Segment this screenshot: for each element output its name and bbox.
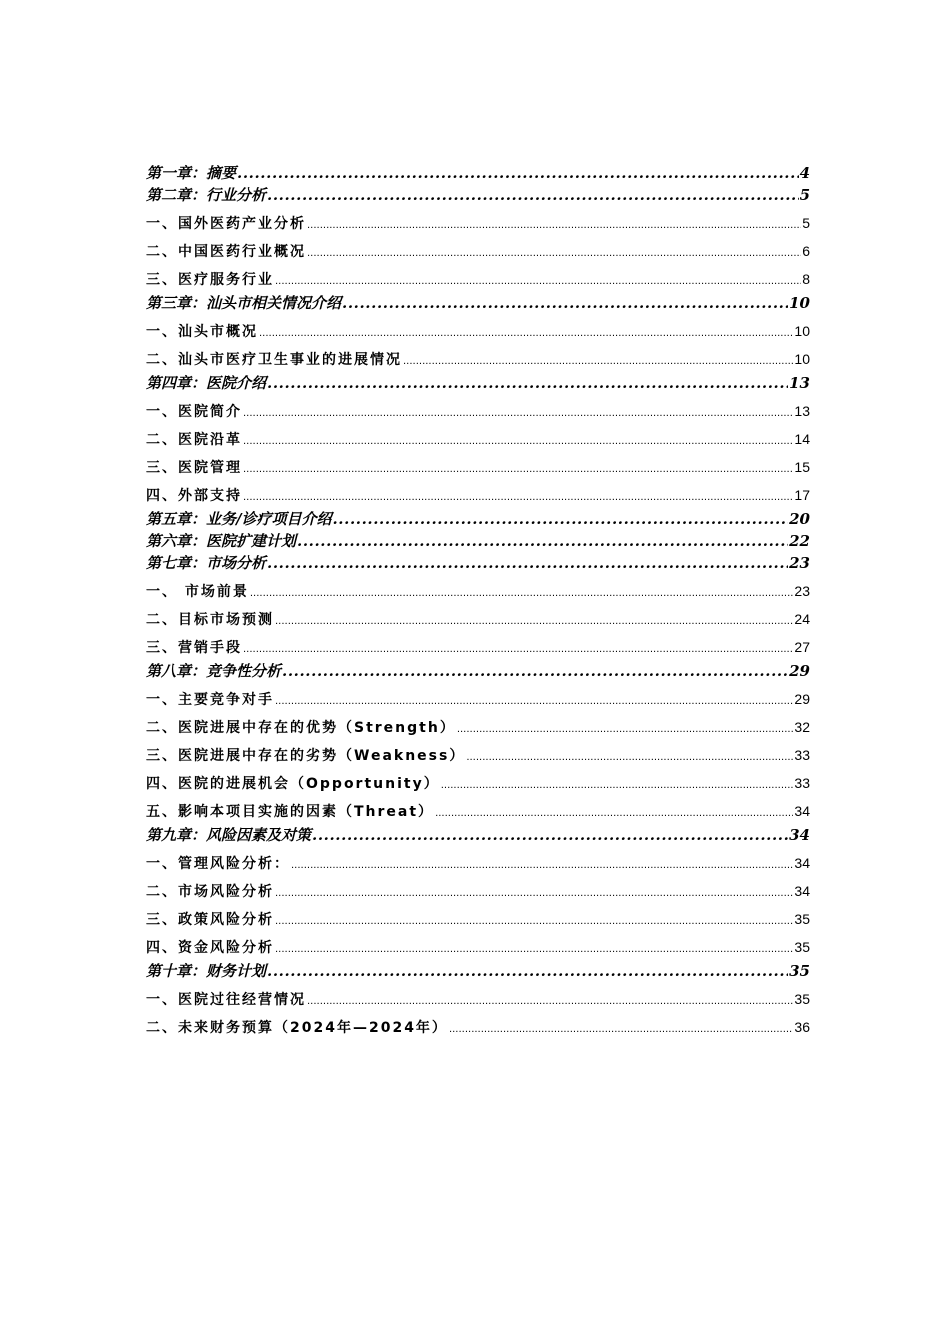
toc-section-entry[interactable]	[146, 718, 810, 736]
toc-section-entry[interactable]	[146, 990, 810, 1008]
toc-dot-leader	[466, 749, 793, 767]
toc-page-number: 10	[794, 323, 810, 339]
toc-section-entry[interactable]	[146, 746, 810, 764]
toc-entry-title: 四、医院的进展机会（Opportunity）	[146, 776, 440, 792]
toc-entry-title: 三、医疗服务行业	[146, 272, 274, 288]
toc-chapter-entry[interactable]	[146, 962, 810, 980]
toc-page-number: 4	[799, 164, 810, 182]
toc-entry-title: 二、目标市场预测	[146, 612, 274, 628]
toc-dot-leader	[291, 857, 793, 875]
toc-page-number: 35	[794, 911, 810, 927]
toc-page-number: 13	[789, 374, 810, 392]
toc-section-entry[interactable]	[146, 458, 810, 476]
toc-page-number: 29	[794, 691, 810, 707]
toc-entry-title: 第三章：汕头市相关情况介绍	[146, 294, 342, 312]
toc-section-entry[interactable]	[146, 242, 810, 260]
toc-entry-title: 第四章：医院介绍	[146, 374, 267, 392]
toc-dot-leader	[275, 693, 793, 711]
toc-page-number: 10	[794, 351, 810, 367]
toc-entry-title: 第五章：业务/诊疗项目介绍	[146, 510, 332, 528]
toc-section-entry[interactable]	[146, 610, 810, 628]
toc-entry-title: 二、医院进展中存在的优势（Strength）	[146, 720, 456, 736]
toc-chapter-entry[interactable]	[146, 826, 810, 844]
toc-entry-title: 二、医院沿革	[146, 432, 242, 448]
toc-dot-leader	[275, 885, 793, 903]
toc-entry-title: 一、医院过往经营情况	[146, 992, 306, 1008]
toc-page-number: 35	[794, 939, 810, 955]
toc-section-entry[interactable]	[146, 582, 810, 600]
toc-section-entry[interactable]	[146, 938, 810, 956]
toc-entry-title: 第六章：医院扩建计划	[146, 532, 297, 550]
toc-page-number: 20	[789, 510, 810, 528]
toc-entry-title: 三、医院进展中存在的劣势（Weakness）	[146, 748, 466, 764]
toc-entry-title: 一、主要竞争对手	[146, 692, 274, 708]
toc-dot-leader	[449, 1021, 793, 1039]
toc-dot-leader	[237, 164, 799, 182]
toc-page-number: 36	[794, 1019, 810, 1035]
toc-chapter-entry[interactable]	[146, 294, 810, 312]
toc-section-entry[interactable]	[146, 322, 810, 340]
toc-entry-title: 一、汕头市概况	[146, 324, 258, 340]
toc-dot-leader	[307, 217, 801, 235]
toc-dot-leader	[312, 826, 788, 844]
toc-section-entry[interactable]	[146, 1018, 810, 1036]
toc-chapter-entry[interactable]	[146, 532, 810, 550]
toc-page-number: 34	[794, 883, 810, 899]
toc-entry-title: 一、 市场前景	[146, 584, 249, 600]
toc-chapter-entry[interactable]	[146, 510, 810, 528]
table-of-contents	[146, 160, 810, 1042]
toc-dot-leader	[243, 433, 793, 451]
toc-chapter-entry[interactable]	[146, 662, 810, 680]
toc-entry-title: 第十章：财务计划	[146, 962, 267, 980]
toc-chapter-entry[interactable]	[146, 374, 810, 392]
toc-entry-title: 四、资金风险分析	[146, 940, 274, 956]
toc-dot-leader	[243, 641, 793, 659]
toc-page-number: 33	[794, 747, 810, 763]
toc-section-entry[interactable]	[146, 774, 810, 792]
toc-chapter-entry[interactable]	[146, 554, 810, 572]
toc-page-number: 15	[794, 459, 810, 475]
toc-dot-leader	[243, 405, 793, 423]
toc-entry-title: 第七章：市场分析	[146, 554, 267, 572]
toc-page-number: 33	[794, 775, 810, 791]
toc-page-number: 22	[789, 532, 810, 550]
toc-page-number: 34	[794, 855, 810, 871]
toc-dot-leader	[259, 325, 793, 343]
toc-dot-leader	[275, 613, 793, 631]
toc-chapter-entry[interactable]	[146, 186, 810, 204]
toc-entry-title: 第一章：摘要	[146, 164, 237, 182]
toc-entry-title: 第九章：风险因素及对策	[146, 826, 312, 844]
toc-dot-leader	[307, 993, 793, 1011]
toc-dot-leader	[267, 374, 788, 392]
toc-entry-title: 第二章：行业分析	[146, 186, 267, 204]
toc-page-number: 35	[794, 991, 810, 1007]
toc-entry-title: 一、国外医药产业分析	[146, 216, 306, 232]
toc-page-number: 5	[799, 186, 810, 204]
toc-dot-leader	[441, 777, 794, 795]
toc-entry-title: 三、政策风险分析	[146, 912, 274, 928]
toc-entry-title: 二、市场风险分析	[146, 884, 274, 900]
toc-entry-title: 二、汕头市医疗卫生事业的进展情况	[146, 352, 402, 368]
toc-dot-leader	[275, 941, 793, 959]
toc-page-number: 8	[802, 271, 810, 287]
toc-page-number: 34	[789, 826, 810, 844]
toc-dot-leader	[457, 721, 794, 739]
toc-entry-title: 二、未来财务预算（2024年—2024年）	[146, 1020, 448, 1036]
toc-section-entry[interactable]	[146, 486, 810, 504]
toc-entry-title: 三、医院管理	[146, 460, 242, 476]
toc-dot-leader	[267, 962, 788, 980]
toc-section-entry[interactable]	[146, 638, 810, 656]
toc-section-entry[interactable]	[146, 402, 810, 420]
toc-section-entry[interactable]	[146, 690, 810, 708]
toc-dot-leader	[243, 461, 793, 479]
toc-entry-title: 一、医院简介	[146, 404, 242, 420]
toc-page-number: 35	[789, 962, 810, 980]
toc-section-entry[interactable]	[146, 430, 810, 448]
toc-entry-title: 第八章：竞争性分析	[146, 662, 282, 680]
toc-dot-leader	[342, 294, 788, 312]
toc-dot-leader	[282, 662, 788, 680]
toc-dot-leader	[307, 245, 801, 263]
toc-section-entry[interactable]	[146, 214, 810, 232]
toc-dot-leader	[250, 585, 794, 603]
toc-dot-leader	[267, 554, 788, 572]
toc-page-number: 13	[794, 403, 810, 419]
toc-dot-leader	[435, 805, 793, 823]
toc-page-number: 29	[789, 662, 810, 680]
toc-section-entry[interactable]	[146, 802, 810, 820]
toc-entry-title: 五、影响本项目实施的因素（Threat）	[146, 804, 435, 820]
toc-section-entry[interactable]	[146, 882, 810, 900]
toc-page-number: 27	[794, 639, 810, 655]
toc-dot-leader	[275, 273, 801, 291]
toc-section-entry[interactable]	[146, 270, 810, 288]
toc-page-number: 23	[789, 554, 810, 572]
toc-dot-leader	[267, 186, 799, 204]
toc-page-number: 32	[794, 719, 810, 735]
toc-section-entry[interactable]	[146, 910, 810, 928]
toc-dot-leader	[403, 353, 793, 371]
toc-entry-title: 二、中国医药行业概况	[146, 244, 306, 260]
toc-page-number: 34	[794, 803, 810, 819]
toc-chapter-entry[interactable]	[146, 164, 810, 182]
toc-page-number: 14	[794, 431, 810, 447]
toc-dot-leader	[243, 489, 793, 507]
toc-entry-title: 四、外部支持	[146, 488, 242, 504]
toc-page-number: 6	[802, 243, 810, 259]
toc-dot-leader	[275, 913, 793, 931]
toc-page-number: 24	[794, 611, 810, 627]
toc-dot-leader	[297, 532, 788, 550]
toc-page-number: 17	[794, 487, 810, 503]
toc-section-entry[interactable]	[146, 854, 810, 872]
toc-page-number: 10	[789, 294, 810, 312]
toc-page-number: 23	[794, 583, 810, 599]
toc-page-number: 5	[802, 215, 810, 231]
toc-dot-leader	[332, 510, 788, 528]
toc-entry-title: 三、营销手段	[146, 640, 242, 656]
toc-entry-title: 一、管理风险分析：	[146, 856, 290, 872]
toc-section-entry[interactable]	[146, 350, 810, 368]
